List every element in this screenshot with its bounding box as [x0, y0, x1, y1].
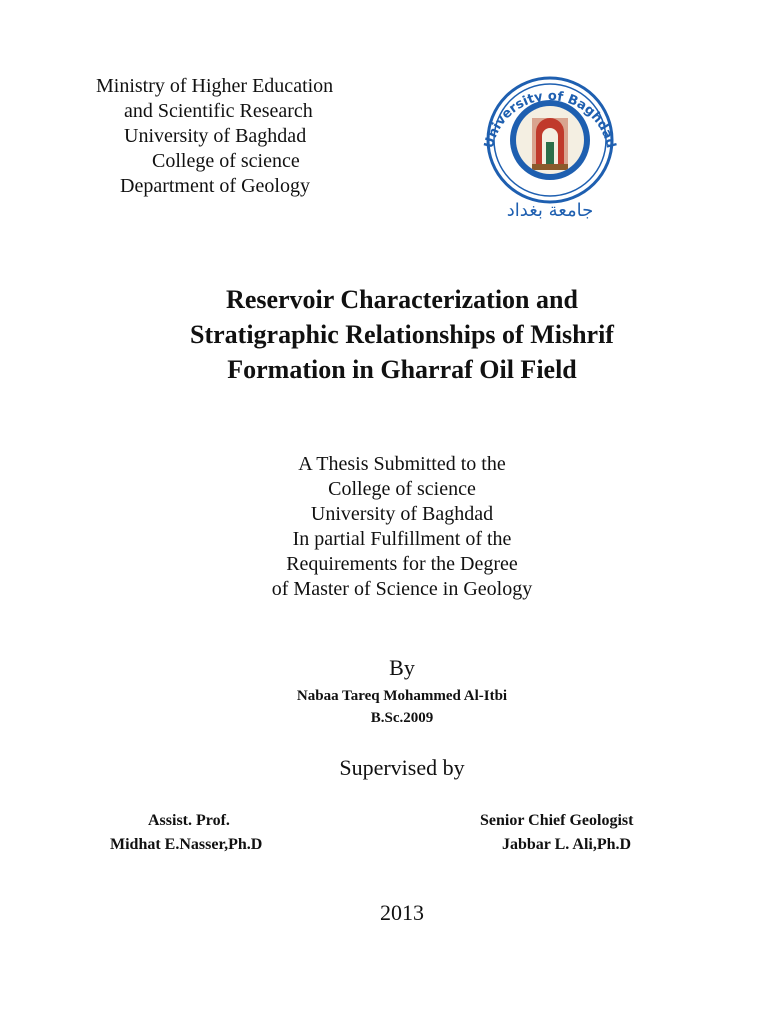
submission-statement [0, 452, 768, 602]
ministry-line: Ministry of Higher Education [96, 75, 334, 97]
author-name: Nabaa Tareq Mohammed Al-Itbi [296, 688, 508, 704]
supervisor-name: Jabbar L. Ali,Ph.D [502, 836, 632, 853]
supervisor-title: Senior Chief Geologist [480, 812, 634, 829]
university-seal-icon [470, 66, 630, 226]
department-line: Department of Geology [120, 175, 310, 197]
year: 2013 [380, 900, 424, 925]
supervisor-1 [110, 809, 340, 857]
university-line: University of Baghdad [124, 125, 307, 147]
submission-line: of Master of Science in Geology [271, 578, 533, 600]
submission-line: In partial Fulfillment of the [292, 528, 512, 550]
title-line: Stratigraphic Relationships of Mishrif [190, 320, 614, 349]
logo-ring-text: University of Baghdad [481, 88, 619, 150]
institution-header [90, 74, 380, 199]
college-line: College of science [152, 150, 300, 172]
title-line: Reservoir Characterization and [226, 285, 578, 314]
submission-line: College of science [328, 478, 476, 500]
supervisor-2 [480, 809, 720, 857]
submission-line: University of Baghdad [310, 503, 494, 525]
author-degree: B.Sc.2009 [370, 710, 434, 726]
supervisor-title: Assist. Prof. [148, 812, 230, 829]
university-logo [470, 66, 630, 226]
thesis-title [0, 282, 768, 387]
research-line: and Scientific Research [124, 100, 313, 122]
author-block [0, 685, 768, 729]
by-label: By [389, 655, 415, 680]
supervised-label: Supervised by [339, 755, 465, 780]
submission-line: A Thesis Submitted to the [298, 453, 506, 475]
supervisor-name: Midhat E.Nasser,Ph.D [110, 836, 263, 853]
submission-line: Requirements for the Degree [286, 553, 518, 575]
title-line: Formation in Gharraf Oil Field [227, 355, 577, 384]
logo-arabic-text: جامعة بغداد [506, 200, 594, 221]
